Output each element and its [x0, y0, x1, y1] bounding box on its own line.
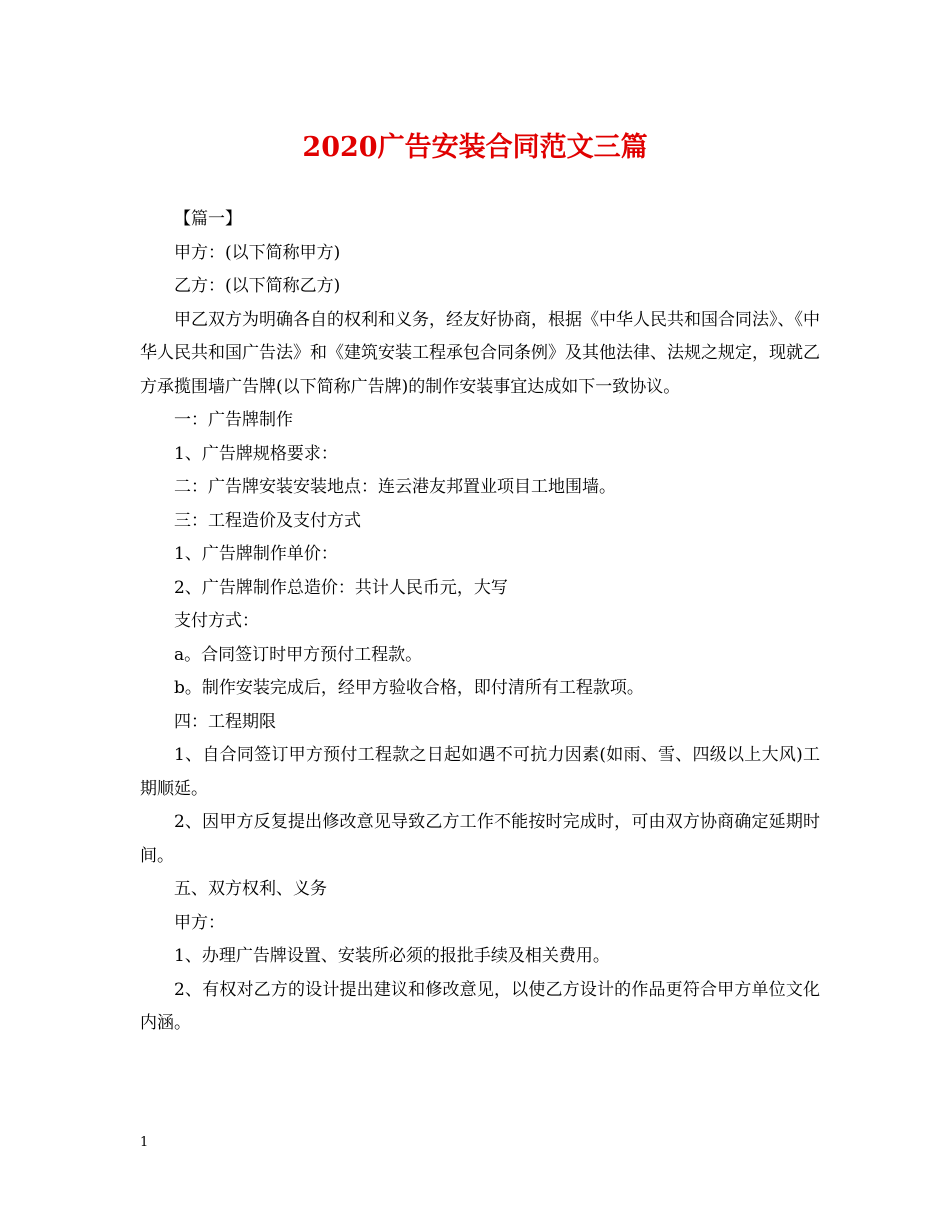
party-a-line: 甲方：(以下简称甲方) [174, 242, 341, 263]
clause-heading: 二：广告牌安装安装地点：连云港友邦置业项目工地围墙。 [174, 477, 616, 497]
section-heading: 【篇一】 [174, 209, 242, 229]
clause-item: 2、广告牌制作总造价：共计人民币元，大写 [174, 577, 508, 598]
clause-item: 1、办理广告牌设置、安装所必须的报批手续及相关费用。 [174, 946, 610, 966]
clause-item: 1、广告牌规格要求： [174, 443, 338, 464]
party-b-line: 乙方：(以下简称乙方) [174, 276, 341, 296]
page-number: 1 [140, 1135, 149, 1150]
clause-heading: 五、双方权利、义务 [174, 879, 327, 899]
agreement-intro: 甲乙双方为明确各自的权利和义务，经友好协商，根据《中华人民共和国合同法》、《中华人民共和国广告法》和《建筑安装工程承包合同条例》及其他法律、法规之规定，现就乙方承揽围墙广告牌(以下简称广告牌)的制作安装事宜达成如下一致协议。 [140, 309, 820, 397]
clause-heading: 四：工程期限 [174, 711, 276, 732]
clause-item: 1、自合同签订甲方预付工程款之日起如遇不可抗力因素(如雨、雪、四级以上大风)工期顺延。 [140, 745, 820, 799]
clause-item: 2、有权对乙方的设计提出建议和修改意见，以使乙方设计的作品更符合甲方单位文化内涵。 [140, 979, 820, 1033]
document-body [140, 203, 820, 1041]
clause-item: 1、广告牌制作单价： [174, 544, 338, 564]
payment-heading: 支付方式： [174, 611, 259, 631]
clause-heading: 三：工程造价及支付方式 [174, 510, 361, 531]
document-title: 2020广告安装合同范文三篇 [302, 132, 648, 163]
payment-item: b。制作安装完成后，经甲方验收合格，即付清所有工程款项。 [174, 678, 644, 698]
party-a-obligations-heading: 甲方： [174, 912, 225, 933]
clause-item: 2、因甲方反复提出修改意见导致乙方工作不能按时完成时，可由双方协商确定延期时间。 [140, 812, 820, 866]
payment-item: a。合同签订时甲方预付工程款。 [174, 644, 423, 665]
clause-heading: 一：广告牌制作 [174, 410, 293, 430]
